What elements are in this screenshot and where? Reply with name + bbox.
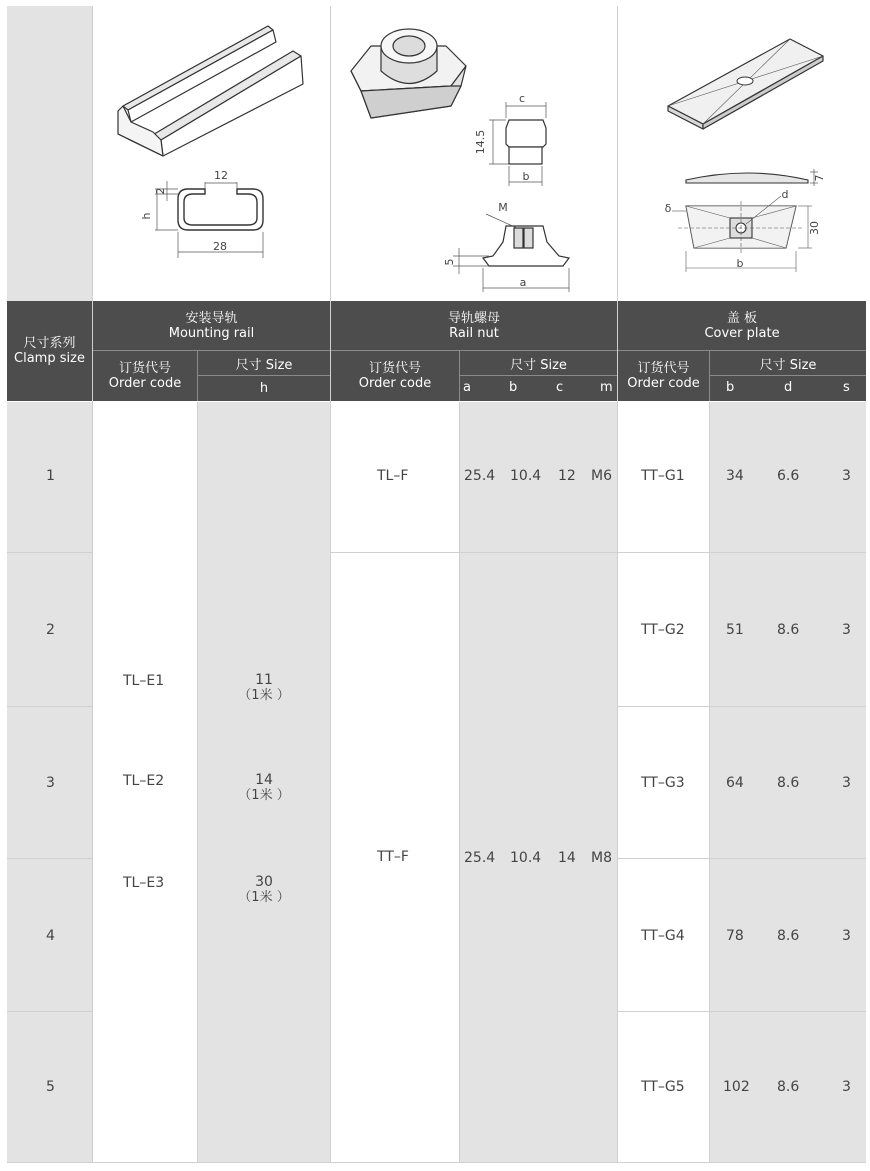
cover-plate-header [618,301,866,351]
rail-code-e3: TL–E3 [123,875,165,891]
rail-dim-28: 28 [213,240,227,253]
rail-h-value: 30 [255,874,273,890]
col-divider [709,402,710,1162]
rail-nut-header-cn: 导轨螺母 [447,311,500,326]
nut-dim-c: c [518,92,526,105]
nut-b-merged: 10.4 [510,850,542,866]
clamp-size-header-en: Clamp size [14,351,85,366]
nut-dim-m: M [498,201,508,214]
rail-dim-h: h [140,212,153,220]
nut-order-code-en: Order code [358,376,432,391]
mounting-rail-header [93,301,330,351]
clamp-size-1: 1 [46,468,55,484]
mounting-rail-header-cn: 安装导轨 [185,311,238,326]
plate-b-1: 34 [726,468,744,484]
plate-d-3: 8.6 [777,775,800,791]
plate-d-1: 6.6 [777,468,800,484]
rail-dim-12: 12 [214,169,228,182]
nut-order-code-header [331,351,459,401]
plate-col-s-header: s [843,380,850,395]
nut-a-1: 25.4 [464,468,496,484]
nut-b-1: 10.4 [510,468,542,484]
plate-order-code-header [618,351,709,401]
plate-d-5: 8.6 [777,1079,800,1095]
hdr-divider [198,375,330,376]
nut-c-1: 12 [558,468,576,484]
nut-c-merged: 14 [558,850,576,866]
clamp-size-header [7,301,92,401]
rail-order-code-header [93,351,197,401]
nut-col-b-header: b [509,380,518,395]
cover-plate-header-en: Cover plate [704,326,780,341]
nut-dim-14-5: 14.5 [474,129,487,155]
plate-code-4: TT–G4 [641,928,685,944]
table-border [7,1162,866,1163]
rail-h-header: h [259,381,269,396]
plate-s-1: 3 [842,468,851,484]
plate-code-5: TT–G5 [641,1079,685,1095]
nut-dim-5: 5 [443,258,456,266]
rail-order-code-cn: 订货代号 [118,361,171,376]
plate-s-5: 3 [842,1079,851,1095]
rail-h-value: 11 [255,672,273,688]
nut-col-m-header: m [600,380,613,395]
rail-dim-2: 2 [154,187,167,195]
hdr-divider [460,375,617,376]
cover-plate-header-cn: 盖 板 [726,311,758,326]
hdr-divider [709,351,710,401]
row-divider [7,552,92,553]
hdr-divider [93,350,866,351]
rail-order-code-en: Order code [108,376,182,391]
hdr-divider [197,351,198,401]
col-divider [617,6,618,1162]
nut-size-header: 尺寸 Size [510,358,567,373]
rail-h-unit: （1米 ） [238,788,290,803]
clamp-size-2: 2 [46,622,55,638]
plate-order-code-cn: 订货代号 [637,361,690,376]
row-divider [331,552,617,553]
plate-s-2: 3 [842,622,851,638]
nut-a-merged: 25.4 [464,850,496,866]
nut-dim-b: b [522,170,530,183]
plate-size-header: 尺寸 Size [759,358,817,373]
nut-code-merged: TT–F [377,849,409,865]
rail-h-unit: （1米 ） [238,890,290,905]
row-divider [7,706,92,707]
plate-dim-d: d [781,188,789,201]
plate-d-4: 8.6 [777,928,800,944]
rail-nut-header [331,301,617,351]
plate-col-b-header: b [726,380,735,395]
nut-m-1: M6 [591,468,612,484]
row-divider [618,706,866,707]
clamp-size-4: 4 [46,928,55,944]
mounting-rail-header-en: Mounting rail [168,326,255,341]
rail-h-e3 [198,875,330,905]
rail-nut-header-en: Rail nut [449,326,499,341]
col-divider [330,6,331,1162]
rail-code-e1: TL–E1 [123,673,165,689]
plate-code-1: TT–G1 [641,468,685,484]
plate-b-2: 51 [726,622,744,638]
nut-dim-a: a [519,276,527,289]
plate-order-code-en: Order code [627,376,700,391]
nut-col-a-header: a [463,380,471,395]
row-divider [7,1011,92,1012]
rail-h-value: 14 [255,772,273,788]
plate-col-d-header: d [784,380,793,395]
rail-size-header: 尺寸 Size [235,358,293,373]
plate-d-2: 8.6 [777,622,800,638]
hdr-divider [459,351,460,401]
plate-dim-7: 7 [813,174,826,182]
row-divider [7,858,92,859]
plate-b-5: 102 [723,1079,750,1095]
plate-b-4: 78 [726,928,744,944]
clamp-size-5: 5 [46,1079,55,1095]
nut-col-c-header: c [556,380,564,395]
rail-h-unit: （1米 ） [238,688,290,703]
hdr-divider [710,375,866,376]
clamp-size-3: 3 [46,775,55,791]
plate-s-3: 3 [842,775,851,791]
rail-h-e1 [198,673,330,703]
plate-code-2: TT–G2 [641,622,685,638]
nut-order-code-cn: 订货代号 [368,361,421,376]
plate-dim-30: 30 [808,221,821,235]
rail-h-e2 [198,773,330,803]
col-divider [92,6,93,1162]
row-divider [618,1011,866,1012]
clamp-size-header-cn: 尺寸系列 [23,336,76,351]
plate-dim-b: b [736,257,744,270]
nut-code-1: TL–F [377,468,409,484]
plate-s-4: 3 [842,928,851,944]
rail-code-e2: TL–E2 [123,773,165,789]
plate-b-3: 64 [726,775,744,791]
plate-code-3: TT–G3 [641,775,685,791]
plate-dim-delta: δ [664,202,672,215]
row-divider [618,858,866,859]
row-divider [618,552,866,553]
drawing-corner-cell [7,6,92,301]
nut-m-merged: M8 [591,850,612,866]
col-divider [459,402,460,1162]
